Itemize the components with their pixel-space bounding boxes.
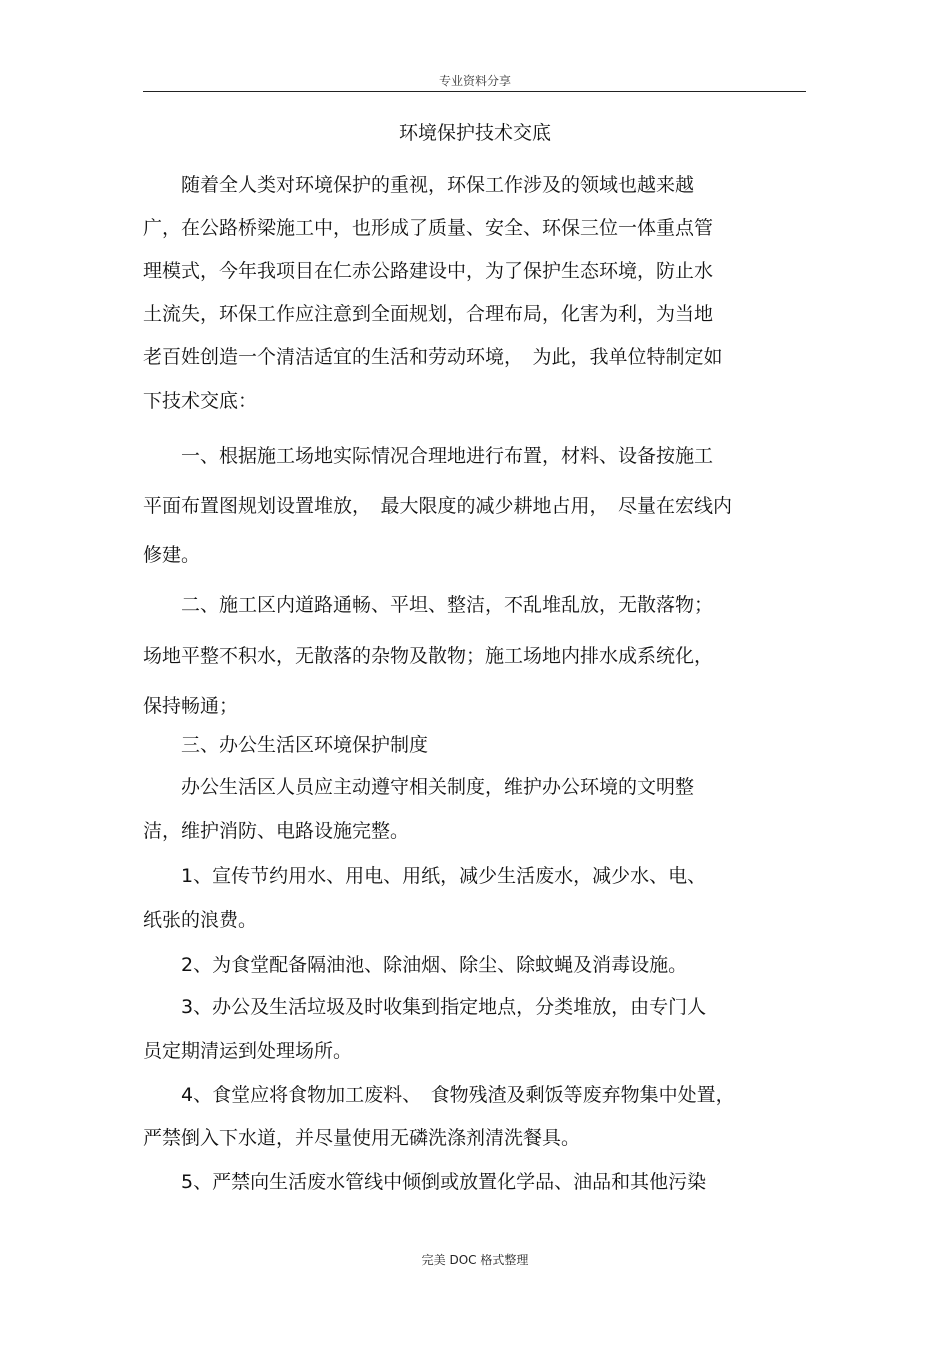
- text-line: 3、办公及生活垃圾及时收集到指定地点，分类堆放，由专门人: [143, 996, 707, 1018]
- text-line: 老百姓创造一个清洁适宜的生活和劳动环境， 为此，我单位特制定如: [143, 346, 723, 368]
- text-line: 平面布置图规划设置堆放， 最大限度的减少耕地占用， 尽量在宏线内: [143, 495, 733, 517]
- text-line: 严禁倒入下水道，并尽量使用无磷洗涤剂清洗餐具。: [143, 1127, 581, 1149]
- text-line: 修建。: [143, 544, 201, 566]
- text-line: 员定期清运到处理场所。: [143, 1040, 353, 1062]
- text-line: 一、根据施工场地实际情况合理地进行布置，材料、设备按施工: [143, 445, 714, 467]
- text-line: 土流失，环保工作应注意到全面规划，合理布局，化害为利，为当地: [143, 303, 714, 325]
- document-title: 环境保护技术交底: [398, 122, 551, 144]
- text-line: 办公生活区人员应主动遵守相关制度，维护办公环境的文明整: [143, 776, 695, 798]
- text-line: 下技术交底：: [143, 390, 258, 412]
- text-line: 保持畅通；: [143, 695, 239, 717]
- text-line: 洁，维护消防、电路设施完整。: [143, 820, 410, 842]
- text-line: 二、施工区内道路通畅、平坦、整洁，不乱堆乱放，无散落物；: [143, 594, 714, 616]
- text-line: 2、为食堂配备隔油池、除油烟、除尘、除蚊蝇及消毒设施。: [143, 954, 688, 976]
- text-line: 理模式，今年我项目在仁赤公路建设中，为了保护生态环境，防止水: [143, 260, 714, 282]
- text-line: 随着全人类对环境保护的重视，环保工作涉及的领域也越来越: [143, 174, 695, 196]
- text-line: 场地平整不积水，无散落的杂物及散物；施工场地内排水成系统化，: [143, 645, 714, 667]
- text-line: 1、宣传节约用水、用电、用纸，减少生活废水，减少水、电、: [143, 865, 707, 887]
- text-line: 4、食堂应将食物加工废料、 食物残渣及剩饭等废弃物集中处置，: [143, 1084, 735, 1106]
- text-line: 纸张的浪费。: [143, 909, 258, 931]
- header-rule: [143, 91, 806, 92]
- page-footer: 完美 DOC 格式整理: [421, 1253, 529, 1267]
- text-line: 5、严禁向生活废水管线中倾倒或放置化学品、油品和其他污染: [143, 1171, 707, 1193]
- text-line: 三、办公生活区环境保护制度: [143, 734, 429, 756]
- page-header: 专业资料分享: [438, 74, 511, 88]
- text-line: 广，在公路桥梁施工中，也形成了质量、安全、环保三位一体重点管: [143, 217, 714, 239]
